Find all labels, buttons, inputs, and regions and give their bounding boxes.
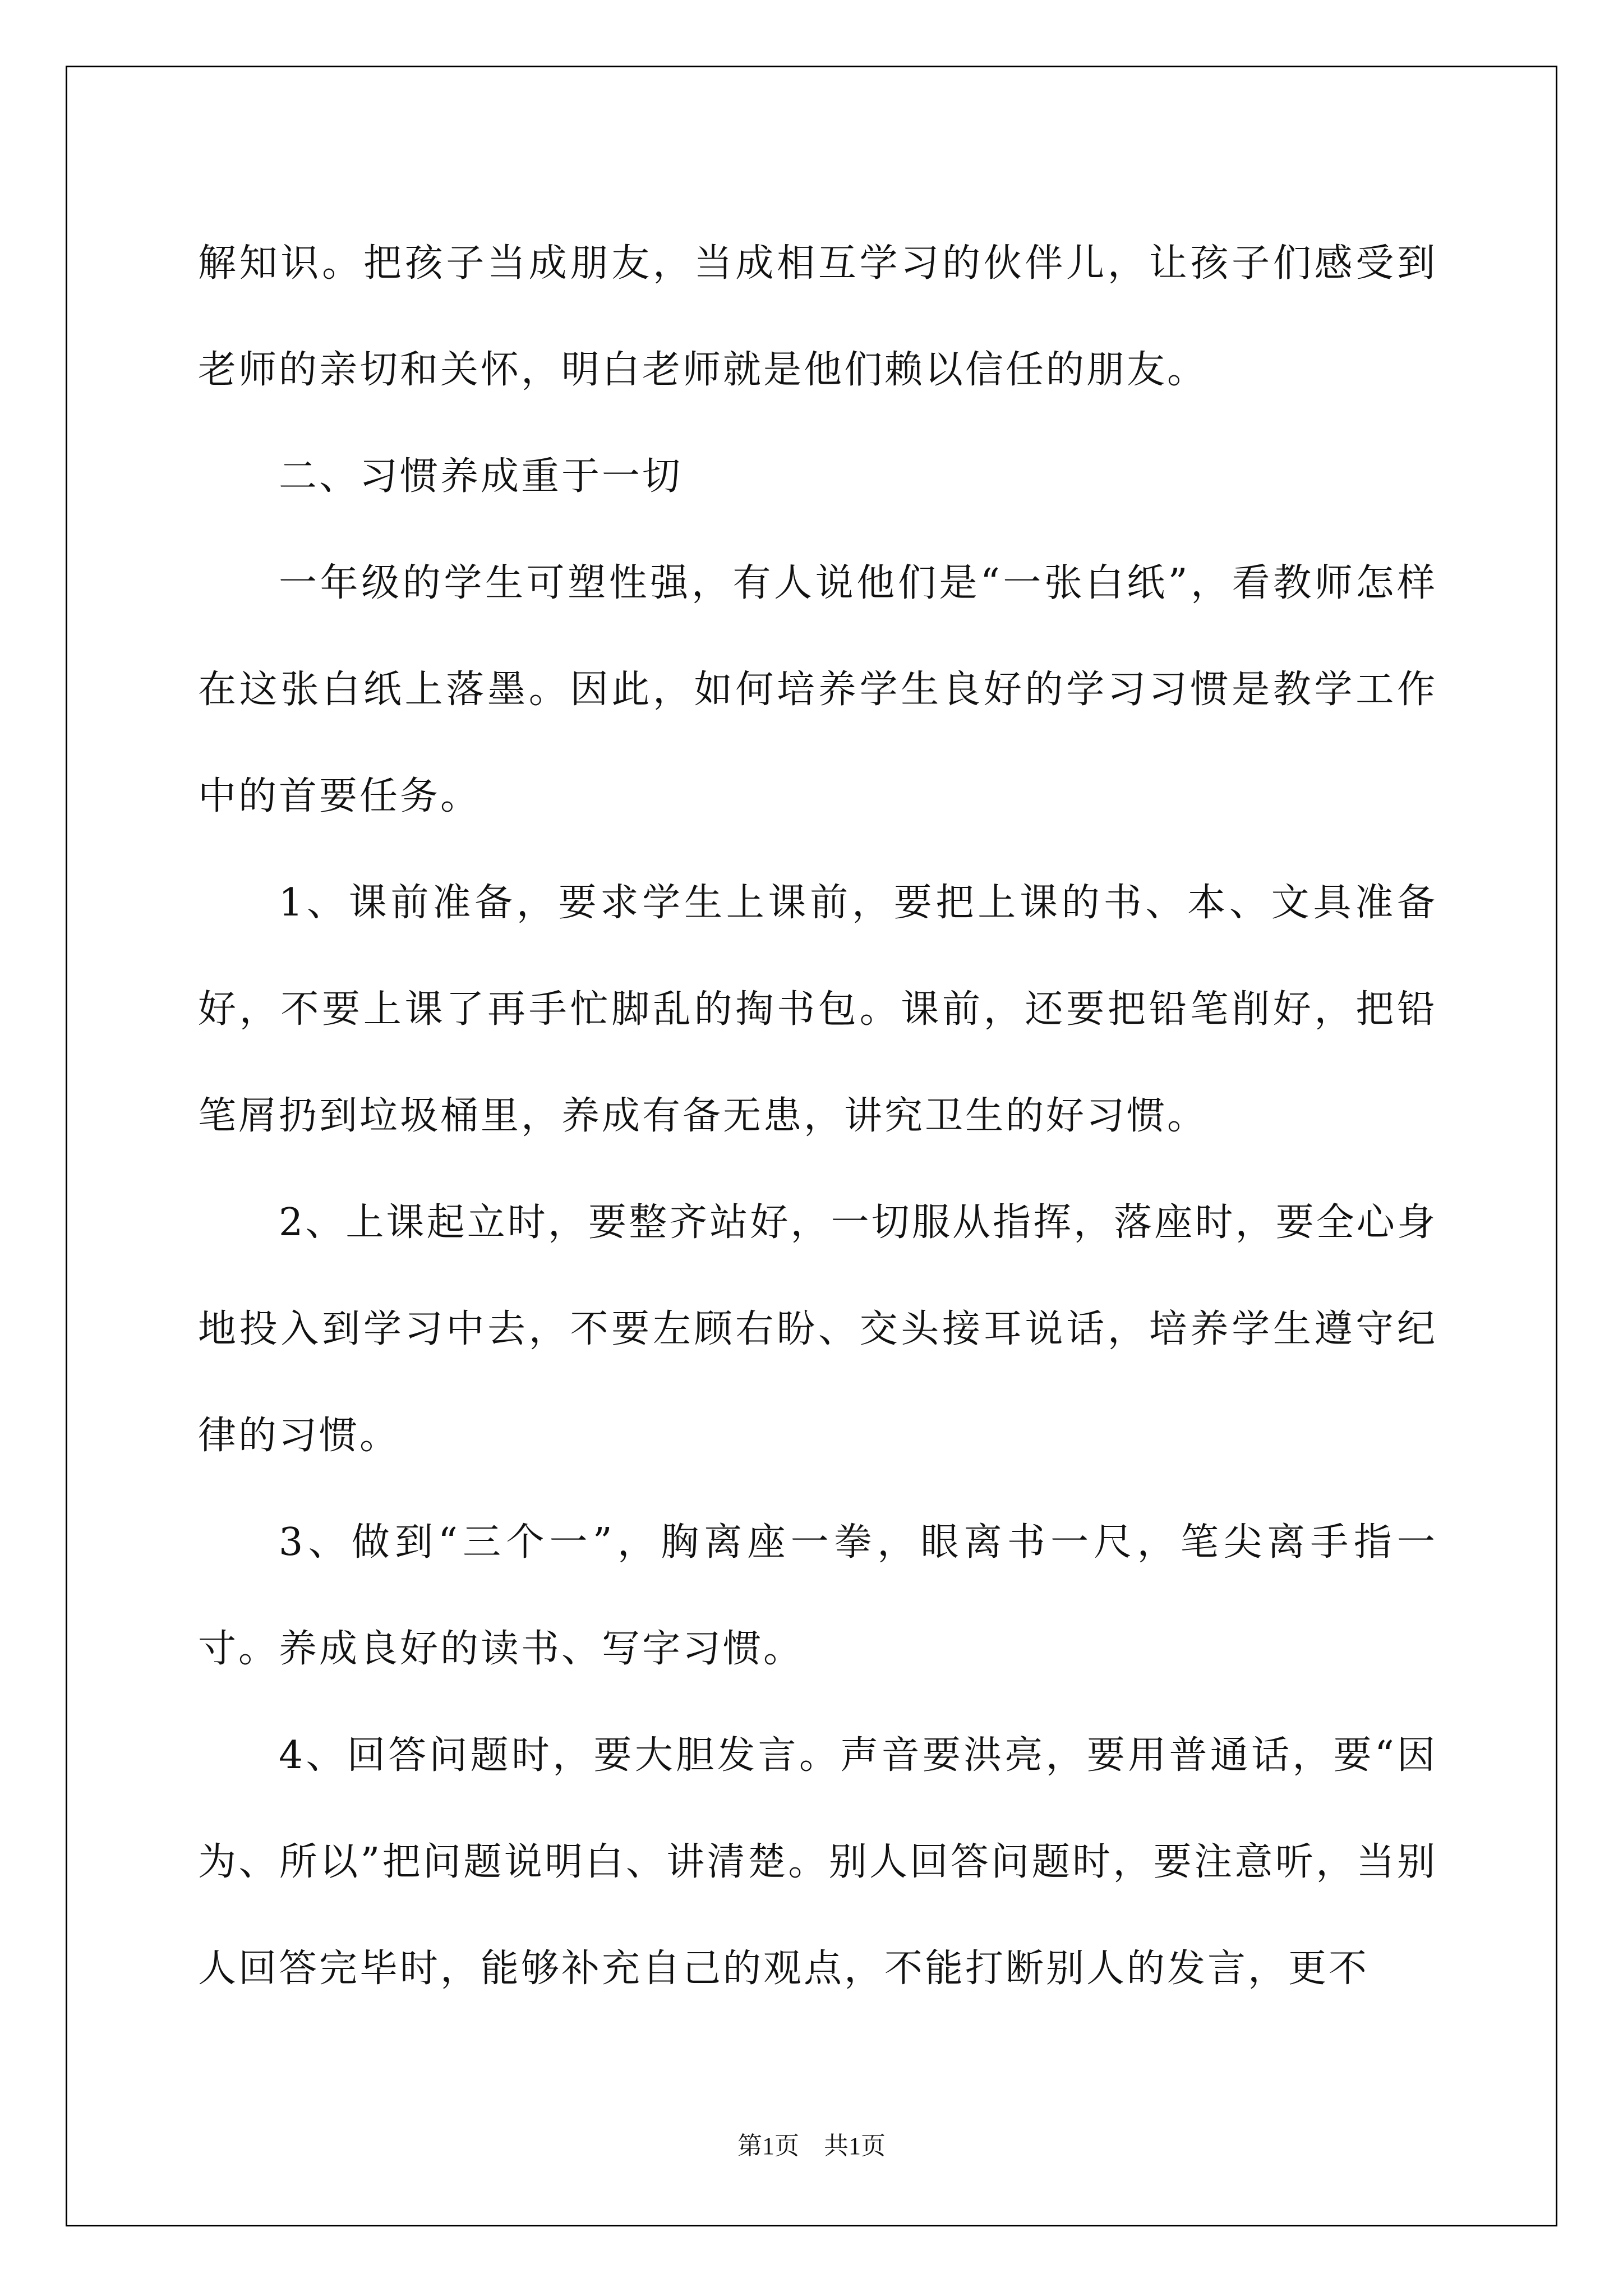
- list-item-3: 3、做到“三个一”，胸离座一拳，眼离书一尺，笔尖离手指一寸。养成良好的读书、写字习惯。: [198, 1520, 1437, 1671]
- list-item-1: 1、课前准备，要求学生上课前，要把上课的书、本、文具准备好，不要上课了再手忙脚乱的掏书包。课前，还要把铅笔削好，把铅笔屑扔到垃圾桶里，养成有备无患，讲究卫生的好习惯。: [198, 881, 1437, 1138]
- paragraph-intro: 一年级的学生可塑性强，有人说他们是“一张白纸”，看教师怎样在这张白纸上落墨。因此，如何培养学生良好的学习习惯是教学工作中的首要任务。: [198, 561, 1437, 818]
- section-heading: 二、习惯养成重于一切: [279, 454, 683, 499]
- document-body: [198, 210, 1437, 2022]
- list-item-2: 2、上课起立时，要整齐站好，一切服从指挥，落座时，要全心身地投入到学习中去，不要左顾右盼、交头接耳说话，培养学生遵守纪律的习惯。: [198, 1200, 1437, 1458]
- page-footer: 第1页 共1页: [737, 2132, 886, 2160]
- list-item-4: 4、回答问题时，要大胆发言。声音要洪亮，要用普通话，要“因为、所以”把问题说明白、讲清楚。别人回答问题时，要注意听，当别人回答完毕时，能够补充自己的观点，不能打断别人的发言，更不: [198, 1733, 1437, 1991]
- paragraph-continuation: 解知识。把孩子当成朋友，当成相互学习的伙伴儿，让孩子们感受到老师的亲切和关怀，明白老师就是他们赖以信任的朋友。: [198, 241, 1437, 392]
